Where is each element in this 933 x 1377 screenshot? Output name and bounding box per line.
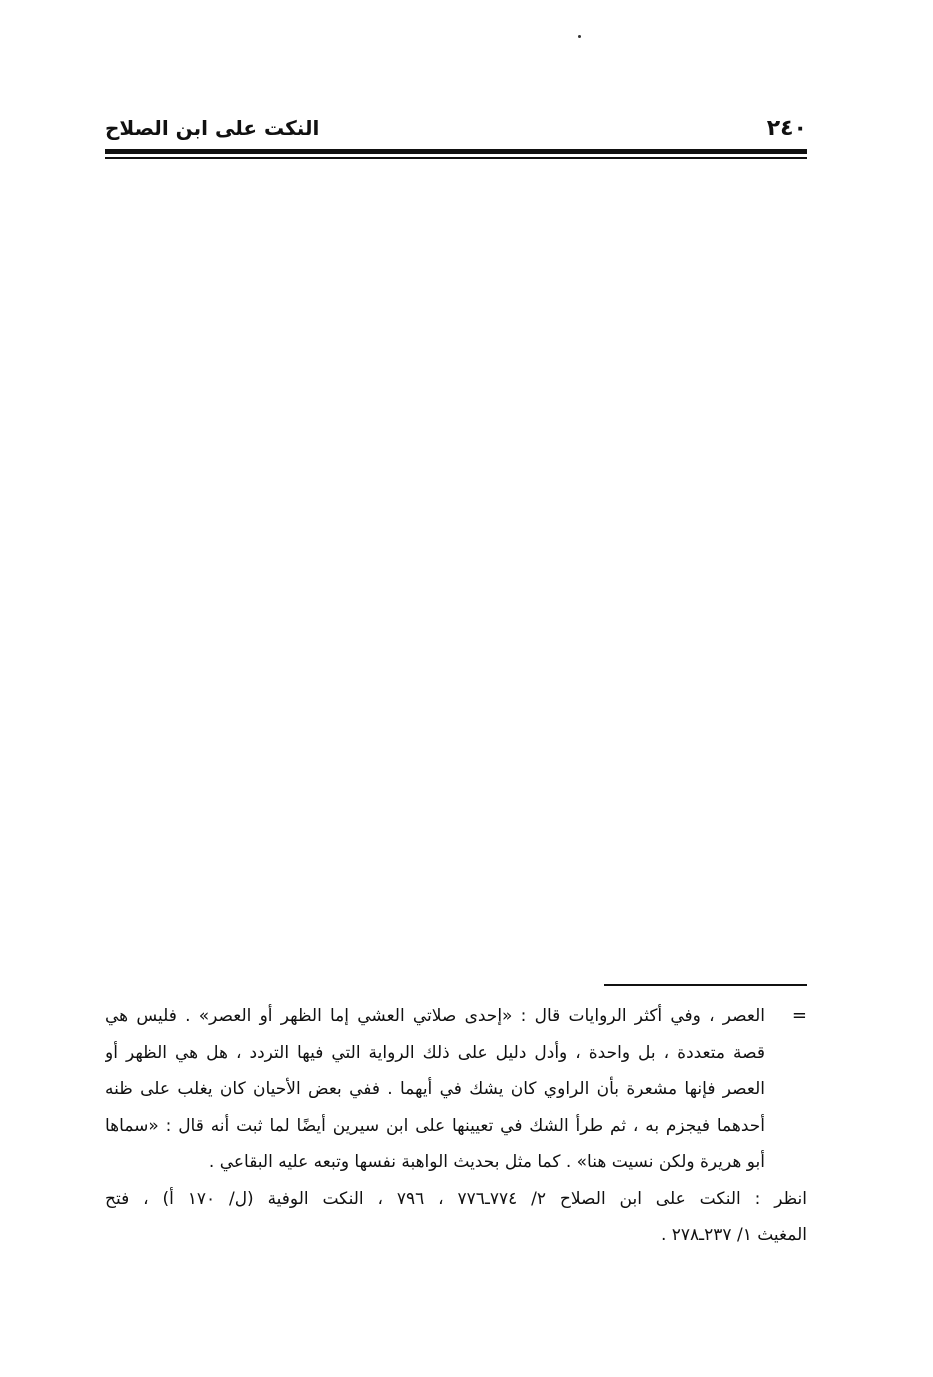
footnote-line: العصر فإنها مشعرة بأن الراوي كان يشك في أيهما . ففي بعض الأحيان كان يغلب على ظنه xyxy=(105,1079,765,1099)
header-rule-thick xyxy=(105,149,807,154)
reference-line: المغيث ١/ ٢٣٧ـ٢٧٨ . xyxy=(660,1225,807,1245)
reference-line: انظر : النكت على ابن الصلاح ٢/ ٧٧٤ـ٧٧٦ ، ٧٩٦ ، النكت الوفية (ل/ ١٧٠ أ) ، فتح xyxy=(105,1188,807,1209)
footnote-line: أحدهما فيجزم به ، ثم طرأ الشك في تعيينها على ابن سيرين أيضًا لما ثبت أنه قال : «سماها xyxy=(105,1115,765,1136)
continuation-mark: = xyxy=(791,1005,807,1026)
print-speck xyxy=(578,35,581,38)
book-title: النكت على ابن الصلاح xyxy=(105,116,320,140)
footnote-line: العصر ، وفي أكثر الروايات قال : «إحدى صلاتي العشي إما الظهر أو العصر» . فليس هي xyxy=(105,1006,765,1026)
footnote-separator xyxy=(604,984,807,986)
footnote-block xyxy=(105,998,807,1254)
footnote-continued-text xyxy=(105,998,807,1181)
footnote-line: قصة متعددة ، بل واحدة ، وأدل دليل على ذلك الرواية التي فيها التردد ، هل هي الظهر أو xyxy=(105,1042,765,1063)
page-number: ٢٤٠ xyxy=(766,116,807,141)
running-header xyxy=(105,112,807,148)
header-rule-thin xyxy=(105,157,807,159)
footnote-line: أبو هريرة ولكن نسيت هنا» . كما مثل بحديث الواهبة نفسها وتبعه عليه البقاعي . xyxy=(208,1152,765,1172)
footnote-references xyxy=(105,1181,807,1254)
